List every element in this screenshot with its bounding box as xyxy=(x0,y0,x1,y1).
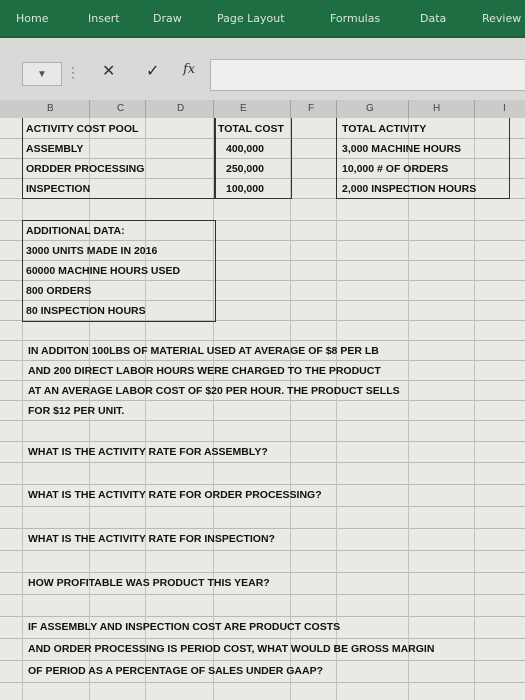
chevron-down-icon[interactable]: ▼ xyxy=(37,69,47,80)
header-total-activity: TOTAL ACTIVITY xyxy=(342,123,427,135)
column-separator[interactable] xyxy=(408,100,409,118)
table-cell-activity: 3,000 MACHINE HOURS xyxy=(342,143,462,155)
tab-data[interactable]: Data xyxy=(420,12,447,25)
column-separator[interactable] xyxy=(145,100,146,118)
tab-home[interactable]: Home xyxy=(16,12,49,25)
row-line xyxy=(0,360,525,361)
additional-data-line: 60000 MACHINE HOURS USED xyxy=(26,265,181,277)
row-line xyxy=(0,400,525,401)
cancel-icon[interactable]: ✕ xyxy=(102,63,116,80)
table-cell-pool: ASSEMBLY xyxy=(26,143,84,155)
row-line xyxy=(0,420,525,421)
table-cell-pool: INSPECTION xyxy=(26,183,91,195)
question-inspection-rate: WHAT IS THE ACTIVITY RATE FOR INSPECTION? xyxy=(28,533,275,545)
column-separator[interactable] xyxy=(474,100,475,118)
note-line: FOR $12 PER UNIT. xyxy=(28,405,125,417)
column-separator[interactable] xyxy=(89,100,90,118)
name-box[interactable] xyxy=(22,62,62,86)
row-line xyxy=(0,506,525,507)
column-header-i[interactable]: I xyxy=(503,103,506,114)
header-activity-cost-pool: ACTIVITY COST POOL xyxy=(26,123,139,135)
row-line xyxy=(0,594,525,595)
tab-page-layout[interactable]: Page Layout xyxy=(217,12,285,25)
additional-data-line: 800 ORDERS xyxy=(26,285,92,297)
additional-data-line: 80 INSPECTION HOURS xyxy=(26,305,146,317)
note-line: AT AN AVERAGE LABOR COST OF $20 PER HOUR. THE PRODUCT SELLS xyxy=(28,385,400,397)
question-order-processing-rate: WHAT IS THE ACTIVITY RATE FOR ORDER PROCESSING? xyxy=(28,489,322,501)
column-header-b[interactable]: B xyxy=(47,103,54,114)
tab-draw[interactable]: Draw xyxy=(153,12,182,25)
table-cell-activity: 2,000 INSPECTION HOURS xyxy=(342,183,477,195)
row-line xyxy=(0,528,525,529)
additional-data-heading: ADDITIONAL DATA: xyxy=(26,225,125,237)
column-line xyxy=(474,118,475,700)
tab-insert[interactable]: Insert xyxy=(88,12,120,25)
header-total-cost: TOTAL COST xyxy=(218,123,284,135)
additional-data-line: 3000 UNITS MADE IN 2016 xyxy=(26,245,158,257)
grip-handle-icon[interactable]: ⋮ xyxy=(66,64,79,80)
column-line xyxy=(22,118,23,700)
final-question-line: AND ORDER PROCESSING IS PERIOD COST, WHAT WOULD BE GROSS MARGIN xyxy=(28,643,435,655)
row-line xyxy=(0,660,525,661)
column-line xyxy=(145,118,146,700)
column-headers xyxy=(0,100,525,119)
column-line xyxy=(408,118,409,700)
row-line xyxy=(0,682,525,683)
column-header-h[interactable]: H xyxy=(433,103,441,114)
row-line xyxy=(0,462,525,463)
row-line xyxy=(0,380,525,381)
table-cell-cost: 100,000 xyxy=(226,183,264,195)
column-line xyxy=(336,118,337,700)
question-profitability: HOW PROFITABLE WAS PRODUCT THIS YEAR? xyxy=(28,577,270,589)
row-line xyxy=(0,484,525,485)
column-line xyxy=(290,118,291,700)
table-cell-activity: 10,000 # OF ORDERS xyxy=(342,163,449,175)
row-line xyxy=(0,638,525,639)
column-header-c[interactable]: C xyxy=(117,103,125,114)
table-cell-pool: ORDDER PROCESSING xyxy=(26,163,145,175)
note-line: AND 200 DIRECT LABOR HOURS WERE CHARGED TO THE PRODUCT xyxy=(28,365,381,377)
row-line xyxy=(0,340,525,341)
column-separator[interactable] xyxy=(336,100,337,118)
column-header-f[interactable]: F xyxy=(308,103,315,114)
column-header-e[interactable]: E xyxy=(240,103,247,114)
row-line xyxy=(0,550,525,551)
formula-input[interactable] xyxy=(210,59,525,91)
note-line: IN ADDITON 100LBS OF MATERIAL USED AT AVERAGE OF $8 PER LB xyxy=(28,345,379,357)
question-assembly-rate: WHAT IS THE ACTIVITY RATE FOR ASSEMBLY? xyxy=(28,446,268,458)
row-line xyxy=(0,572,525,573)
row-line xyxy=(0,616,525,617)
table-cell-cost: 400,000 xyxy=(226,143,264,155)
column-line xyxy=(213,118,214,700)
ribbon xyxy=(0,0,525,38)
function-icon[interactable]: fx xyxy=(183,62,196,77)
final-question-line: IF ASSEMBLY AND INSPECTION COST ARE PRODUCT COSTS xyxy=(28,621,341,633)
table-cell-cost: 250,000 xyxy=(226,163,264,175)
tab-formulas[interactable]: Formulas xyxy=(330,12,381,25)
column-separator[interactable] xyxy=(213,100,214,118)
column-separator[interactable] xyxy=(290,100,291,118)
row-line xyxy=(0,441,525,442)
confirm-icon[interactable]: ✓ xyxy=(146,63,160,80)
column-header-d[interactable]: D xyxy=(177,103,185,114)
column-header-g[interactable]: G xyxy=(366,103,374,114)
final-question-line: OF PERIOD AS A PERCENTAGE OF SALES UNDER GAAP? xyxy=(28,665,323,677)
tab-review[interactable]: Review xyxy=(482,12,522,25)
